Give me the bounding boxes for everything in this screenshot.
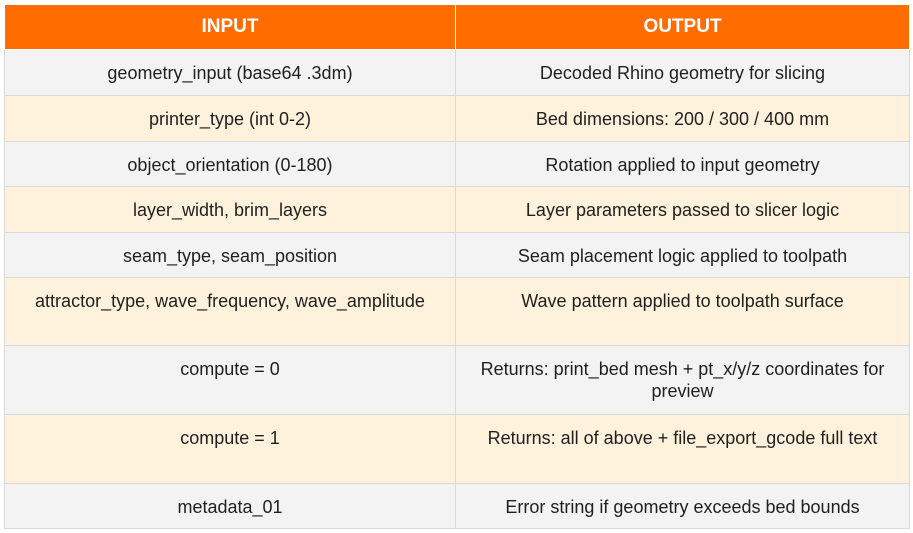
input-cell: compute = 0 <box>5 346 456 415</box>
input-cell: geometry_input (base64 .3dm) <box>5 50 456 96</box>
table-row <box>5 484 910 529</box>
table-row <box>5 187 910 233</box>
input-cell: compute = 1 <box>5 415 456 484</box>
table-row <box>5 142 910 187</box>
output-cell: Wave pattern applied to toolpath surface <box>456 278 910 346</box>
output-cell: Seam placement logic applied to toolpath <box>456 233 910 278</box>
table-row <box>5 415 910 484</box>
input-cell: seam_type, seam_position <box>5 233 456 278</box>
table-row <box>5 50 910 96</box>
table-row <box>5 346 910 415</box>
header-output: OUTPUT <box>456 5 910 50</box>
output-cell: Decoded Rhino geometry for slicing <box>456 50 910 96</box>
header-input: INPUT <box>5 5 456 50</box>
output-cell: Bed dimensions: 200 / 300 / 400 mm <box>456 96 910 142</box>
output-cell: Layer parameters passed to slicer logic <box>456 187 910 233</box>
io-table <box>4 4 910 529</box>
input-cell: printer_type (int 0-2) <box>5 96 456 142</box>
input-cell: object_orientation (0-180) <box>5 142 456 187</box>
input-cell: layer_width, brim_layers <box>5 187 456 233</box>
input-cell: metadata_01 <box>5 484 456 529</box>
table-row <box>5 278 910 346</box>
table-row <box>5 233 910 278</box>
output-cell: Returns: all of above + file_export_gcode full text <box>456 415 910 484</box>
output-cell: Rotation applied to input geometry <box>456 142 910 187</box>
output-cell: Returns: print_bed mesh + pt_x/y/z coordinates for preview <box>456 346 910 415</box>
table-row <box>5 96 910 142</box>
header-row <box>5 5 910 50</box>
input-cell: attractor_type, wave_frequency, wave_amplitude <box>5 278 456 346</box>
output-cell: Error string if geometry exceeds bed bounds <box>456 484 910 529</box>
